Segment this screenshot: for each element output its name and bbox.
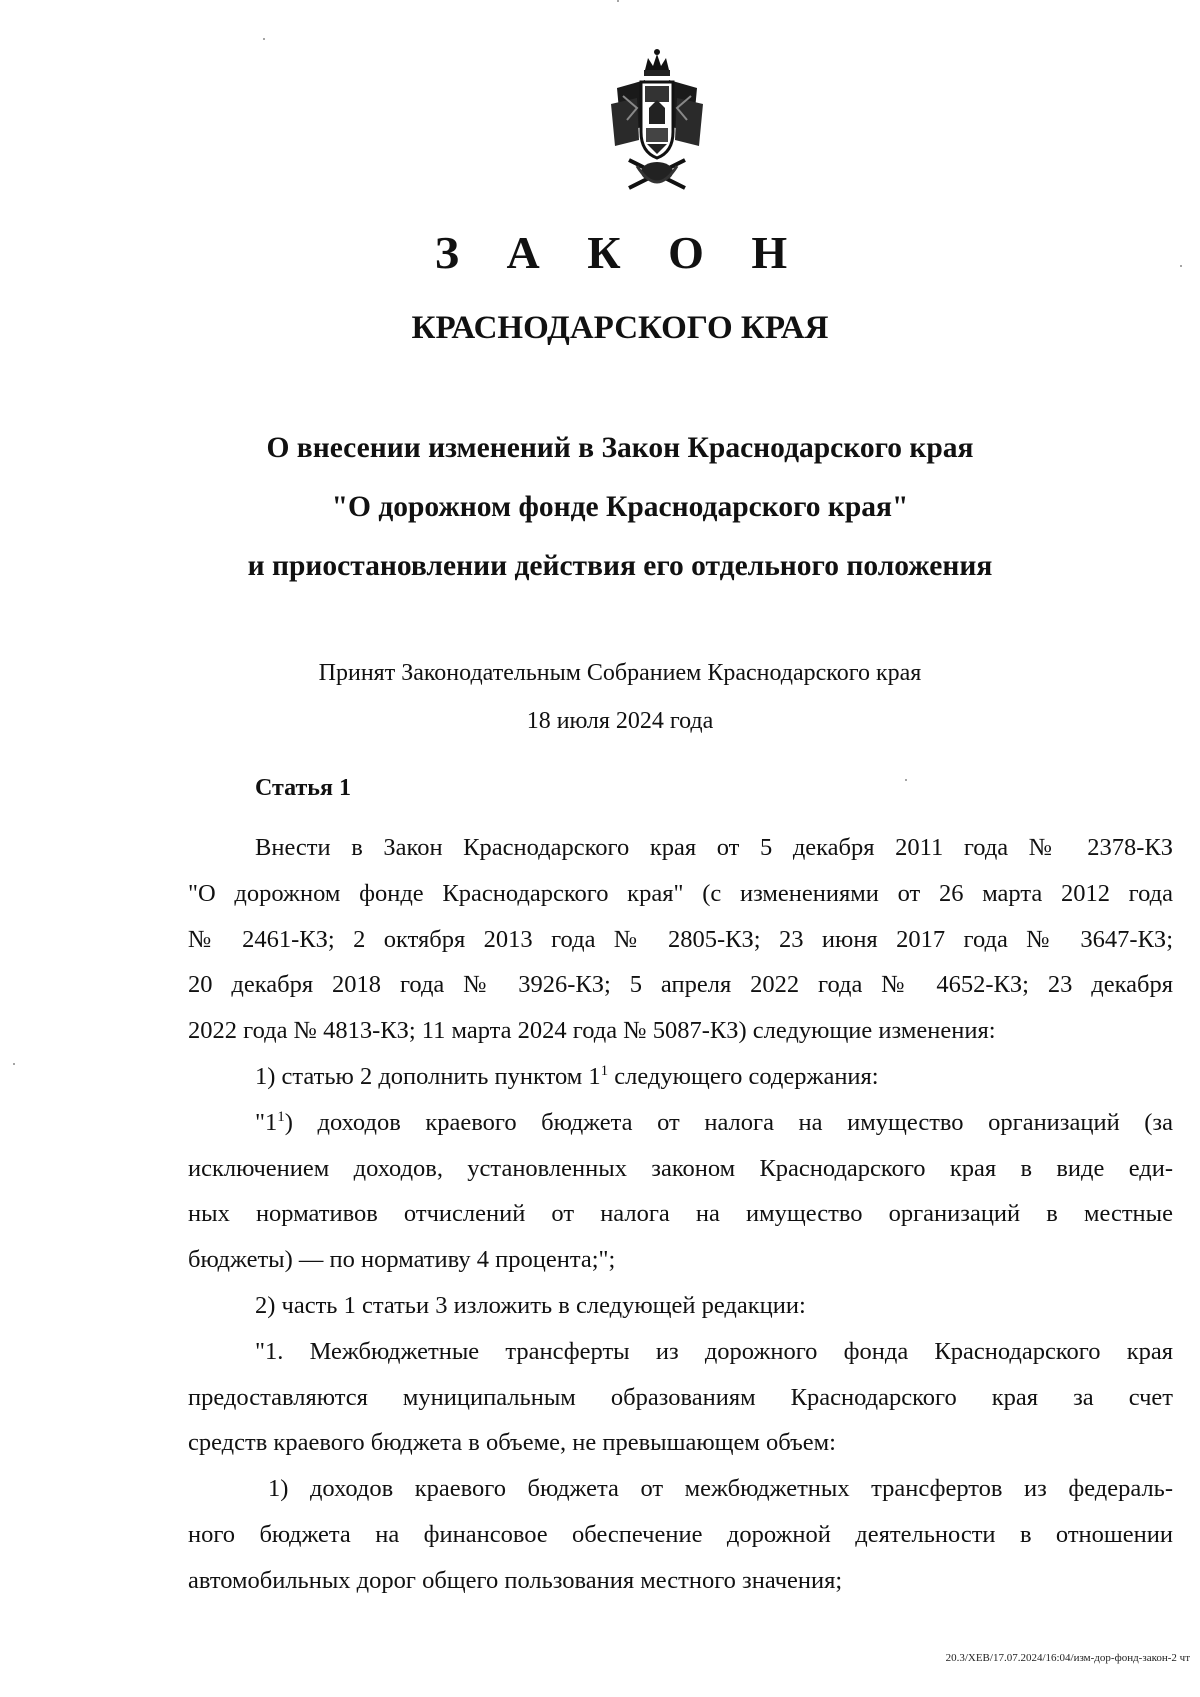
scan-speck bbox=[617, 0, 619, 2]
sub-item-line: автомобильных дорог общего пользования местного значения; bbox=[188, 1566, 843, 1594]
paragraph-line: "О дорожном фонде Краснодарского края" (с изменениями от 26 марта 2012 года bbox=[188, 879, 1173, 907]
quote-1-line: бюджеты) — по нормативу 4 процента;"; bbox=[188, 1246, 616, 1274]
paragraph-line: 2022 года № 4813-КЗ; 11 марта 2024 года № 5087-КЗ) следующие изменения: bbox=[188, 1017, 996, 1045]
superscript: 1 bbox=[277, 1108, 285, 1125]
scan-speck bbox=[1180, 265, 1182, 267]
scan-speck bbox=[263, 38, 265, 40]
subject-line-3: и приостановлении действия его отдельного положения bbox=[247, 550, 993, 582]
scan-speck bbox=[905, 779, 907, 781]
article-body bbox=[188, 825, 1173, 1604]
paragraph-line: 20 декабря 2018 года № 3926-КЗ; 5 апреля 2022 года № 4652-КЗ; 23 декабря bbox=[188, 971, 1173, 999]
superscript: 1 bbox=[600, 1062, 609, 1079]
document-code: 20.3/ХЕВ/17.07.2024/16:04/изм-дор-фонд-закон-2 чт bbox=[945, 1652, 1190, 1664]
quote-2-line: предоставляются муниципальным образованиям Краснодарского края за счет bbox=[188, 1383, 1173, 1411]
region-title: КРАСНОДАРСКОГО КРАЯ bbox=[411, 310, 829, 346]
article-title: Статья 1 bbox=[255, 775, 351, 801]
subject-line-2: "О дорожном фонде Краснодарского края" bbox=[331, 491, 909, 523]
quote-1-line: ных нормативов отчислений от налога на имущество организаций в местные bbox=[188, 1200, 1173, 1228]
quote-2-line: "1. Межбюджетные трансферты из дорожного фонда Краснодарского края bbox=[255, 1337, 1173, 1365]
scan-speck bbox=[13, 1063, 15, 1065]
accepted-date: 18 июля 2024 года bbox=[526, 708, 714, 734]
krasnodar-coat-of-arms-icon bbox=[607, 48, 707, 198]
item-1: 1) статью 2 дополнить пунктом $1^1$ следующего содержания: bbox=[255, 1062, 879, 1090]
law-title: З А К О Н bbox=[434, 227, 806, 278]
subject-line-1: О внесении изменений в Закон Краснодарского края bbox=[266, 432, 974, 464]
quote-1-line: "$1^1$) доходов краевого бюджета от налога на имущество организаций (за bbox=[255, 1108, 1173, 1136]
quote-2-line: средств краевого бюджета в объеме, не превышающем объем: bbox=[188, 1429, 836, 1457]
paragraph-line: Внести в Закон Краснодарского края от 5 декабря 2011 года № 2378-КЗ bbox=[255, 834, 1173, 861]
sub-item-line: 1) доходов краевого бюджета от межбюджетных трансфертов из федераль- bbox=[268, 1475, 1173, 1503]
quote-1-line: исключением доходов, установленных законом Краснодарского края в виде еди- bbox=[188, 1154, 1173, 1182]
item-2: 2) часть 1 статьи 3 изложить в следующей редакции: bbox=[255, 1291, 806, 1319]
sub-item-line: ного бюджета на финансовое обеспечение дорожной деятельности в отношении bbox=[188, 1520, 1173, 1548]
paragraph-line: № 2461-КЗ; 2 октября 2013 года № 2805-КЗ; 23 июня 2017 года № 3647-КЗ; bbox=[188, 925, 1173, 953]
accepted-line: Принят Законодательным Собранием Краснодарского края bbox=[318, 660, 922, 686]
